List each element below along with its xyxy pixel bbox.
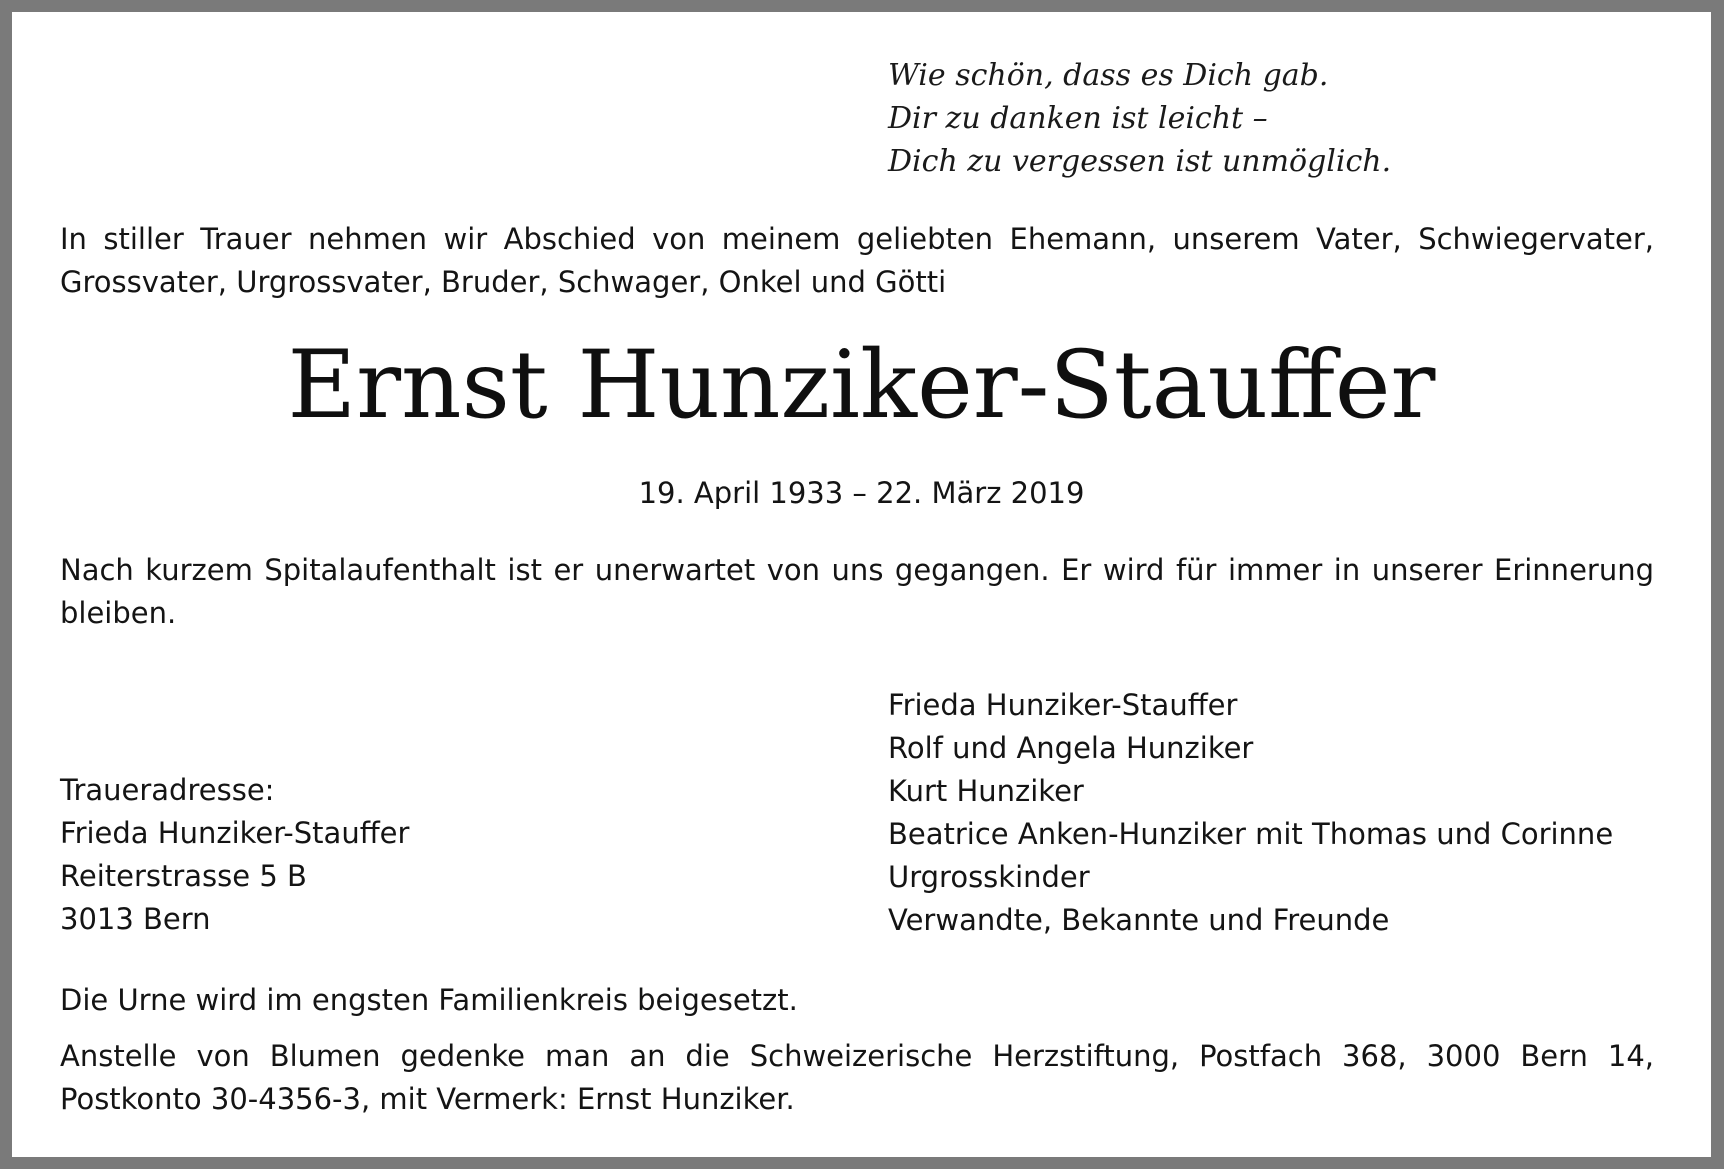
donation-text: Anstelle von Blumen gedenke man an die Schweizerische Herzstiftung, Postfach 368, 3000 Bern 14, Postkonto 30-4356-3, mit Vermerk: Ernst Hunziker. <box>60 1039 1654 1116</box>
life-dates: 19. April 1933 – 22. März 2019 <box>638 476 1085 510</box>
mourning-address <box>60 769 409 941</box>
poem-line: Wie schön, dass es Dich gab. <box>888 58 1329 93</box>
poem-line: Dir zu danken ist leicht – <box>888 101 1268 136</box>
note-text: Nach kurzem Spitalaufenthalt ist er unerwartet von uns gegangen. Er wird für immer in unserer Erinnerung bleiben. <box>60 553 1654 630</box>
mourner: Frieda Hunziker-Stauffer <box>888 688 1238 722</box>
obituary-notice <box>12 12 1711 1157</box>
mourner: Urgrosskinder <box>888 860 1090 894</box>
deceased-name: Ernst Hunziker-Stauffer <box>287 331 1436 440</box>
burial-text: Die Urne wird im engsten Familienkreis beigesetzt. <box>60 983 798 1017</box>
mourner: Beatrice Anken-Hunziker mit Thomas und Corinne <box>888 817 1614 851</box>
mourner: Kurt Hunziker <box>888 774 1084 808</box>
address-street: Reiterstrasse 5 B <box>60 859 307 893</box>
address-name: Frieda Hunziker-Stauffer <box>60 816 410 850</box>
address-label: Traueradresse: <box>60 773 275 807</box>
mourner: Verwandte, Bekannte und Freunde <box>888 903 1390 937</box>
poem <box>888 54 1391 183</box>
address-city: 3013 Bern <box>60 902 211 936</box>
mourners-list <box>888 684 1613 942</box>
poem-line: Dich zu vergessen ist unmöglich. <box>888 144 1392 179</box>
mourner: Rolf und Angela Hunziker <box>888 731 1254 765</box>
intro-text: In stiller Trauer nehmen wir Abschied von meinem geliebten Ehemann, unserem Vater, Schwiegervater, Grossvater, Urgrossvater, Bruder, Schwager, Onkel und Götti <box>60 222 1654 299</box>
